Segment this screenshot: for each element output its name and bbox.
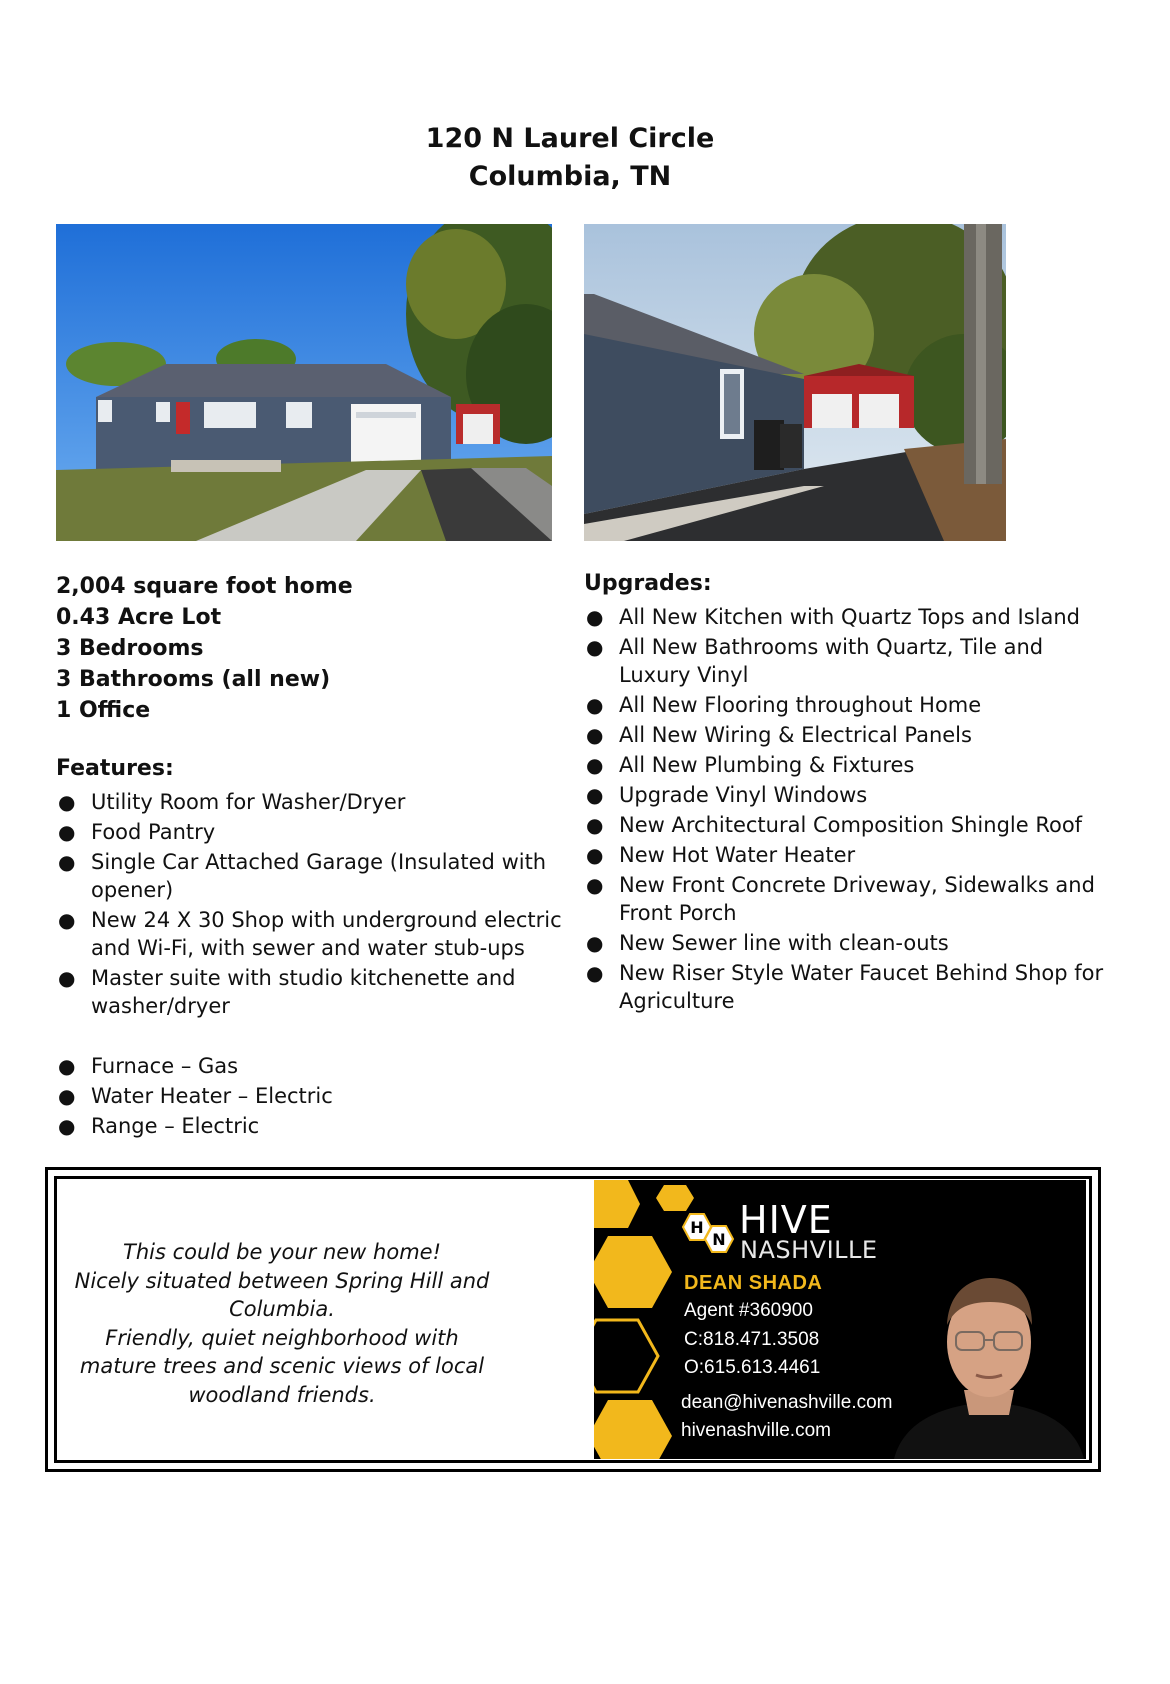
- address-city: Columbia, TN: [468, 161, 672, 192]
- bullet-icon: ●: [586, 783, 604, 807]
- agent-email: dean@hivenashville.com: [681, 1392, 893, 1413]
- brand-name: HIVE: [739, 1198, 833, 1242]
- blurb-line: Nicely situated between Spring Hill and Columbia.: [74, 1268, 490, 1321]
- agent-portrait: [894, 1270, 1084, 1459]
- stat-square-footage: 2,004 square foot home: [56, 574, 353, 599]
- list-item: ● Master suite with studio kitchenette and washer/dryer: [58, 966, 516, 1018]
- list-item: ● Range – Electric: [58, 1114, 260, 1138]
- features-list: [56, 788, 566, 1022]
- bullet-icon: ●: [586, 931, 604, 955]
- bullet-icon: ●: [58, 1114, 76, 1138]
- bullet-icon: ●: [586, 605, 604, 629]
- bullet-icon: ●: [58, 820, 76, 844]
- blurb-line: This could be your new home!: [123, 1240, 441, 1264]
- list-item: ● Utility Room for Washer/Dryer: [58, 790, 406, 814]
- list-item: ● All New Plumbing & Fixtures: [586, 753, 915, 777]
- list-item: ● Food Pantry: [58, 820, 216, 844]
- bullet-icon: ●: [58, 790, 76, 814]
- bullet-icon: ●: [586, 635, 604, 659]
- list-item: ● All New Flooring throughout Home: [586, 693, 982, 717]
- agent-name: DEAN SHADA: [684, 1272, 823, 1294]
- agent-office-phone: O:615.613.4461: [684, 1357, 821, 1378]
- bullet-icon: ●: [58, 1054, 76, 1078]
- bullet-icon: ●: [586, 873, 604, 897]
- list-item: ● Single Car Attached Garage (Insulated with opener): [58, 850, 547, 902]
- features-heading: Features:: [56, 756, 174, 781]
- list-item: ● Water Heater – Electric: [58, 1084, 333, 1108]
- list-item: ● New Sewer line with clean-outs: [586, 931, 949, 955]
- agent-card: [594, 1180, 1086, 1459]
- bullet-icon: ●: [586, 961, 604, 985]
- stat-bathrooms: 3 Bathrooms (all new): [56, 667, 331, 692]
- side-and-shop-photo: [584, 224, 1006, 541]
- stat-bedrooms: 3 Bedrooms: [56, 636, 204, 661]
- list-item: ● Furnace – Gas: [58, 1054, 239, 1078]
- agent-number: Agent #360900: [684, 1300, 813, 1321]
- logo-letter-n: N: [712, 1230, 726, 1249]
- list-item: ● New 24 X 30 Shop with underground electric and Wi-Fi, with sewer and water stub-ups: [58, 908, 562, 960]
- bullet-icon: ●: [58, 908, 76, 932]
- utilities-list: [56, 1052, 566, 1142]
- bullet-icon: ●: [58, 966, 76, 990]
- list-item: ● New Riser Style Water Faucet Behind Shop for Agriculture: [586, 961, 1104, 1013]
- list-item: ● All New Wiring & Electrical Panels: [586, 723, 972, 747]
- stat-lot-size: 0.43 Acre Lot: [56, 605, 222, 630]
- bullet-icon: ●: [586, 813, 604, 837]
- agent-website: hivenashville.com: [681, 1420, 831, 1441]
- promo-blurb: [72, 1238, 492, 1409]
- bullet-icon: ●: [58, 1084, 76, 1108]
- property-address: [0, 120, 1140, 196]
- list-item: ● New Architectural Composition Shingle Roof: [586, 813, 1083, 837]
- list-item: ● New Hot Water Heater: [586, 843, 856, 867]
- bullet-icon: ●: [586, 723, 604, 747]
- list-item: ● New Front Concrete Driveway, Sidewalks and Front Porch: [586, 873, 1095, 925]
- list-item: ● All New Kitchen with Quartz Tops and Island: [586, 605, 1081, 629]
- stat-office: 1 Office: [56, 698, 151, 723]
- hive-logo-icon: [674, 1208, 740, 1268]
- bullet-icon: ●: [586, 843, 604, 867]
- logo-letter-h: H: [690, 1218, 704, 1237]
- front-of-house-photo: [56, 224, 552, 541]
- bullet-icon: ●: [586, 753, 604, 777]
- agent-cell-phone: C:818.471.3508: [684, 1329, 820, 1350]
- upgrades-heading: Upgrades:: [584, 571, 712, 596]
- address-street: 120 N Laurel Circle: [425, 123, 715, 154]
- list-item: ● All New Bathrooms with Quartz, Tile and Luxury Vinyl: [586, 635, 1044, 687]
- list-item: ● Upgrade Vinyl Windows: [586, 783, 868, 807]
- blurb-line: Friendly, quiet neighborhood with mature trees and scenic views of local woodland friends.: [79, 1325, 485, 1407]
- property-stats: [56, 571, 353, 726]
- brand-subname: NASHVILLE: [740, 1236, 878, 1264]
- bullet-icon: ●: [58, 850, 76, 874]
- upgrades-list: [584, 603, 1104, 1017]
- bullet-icon: ●: [586, 693, 604, 717]
